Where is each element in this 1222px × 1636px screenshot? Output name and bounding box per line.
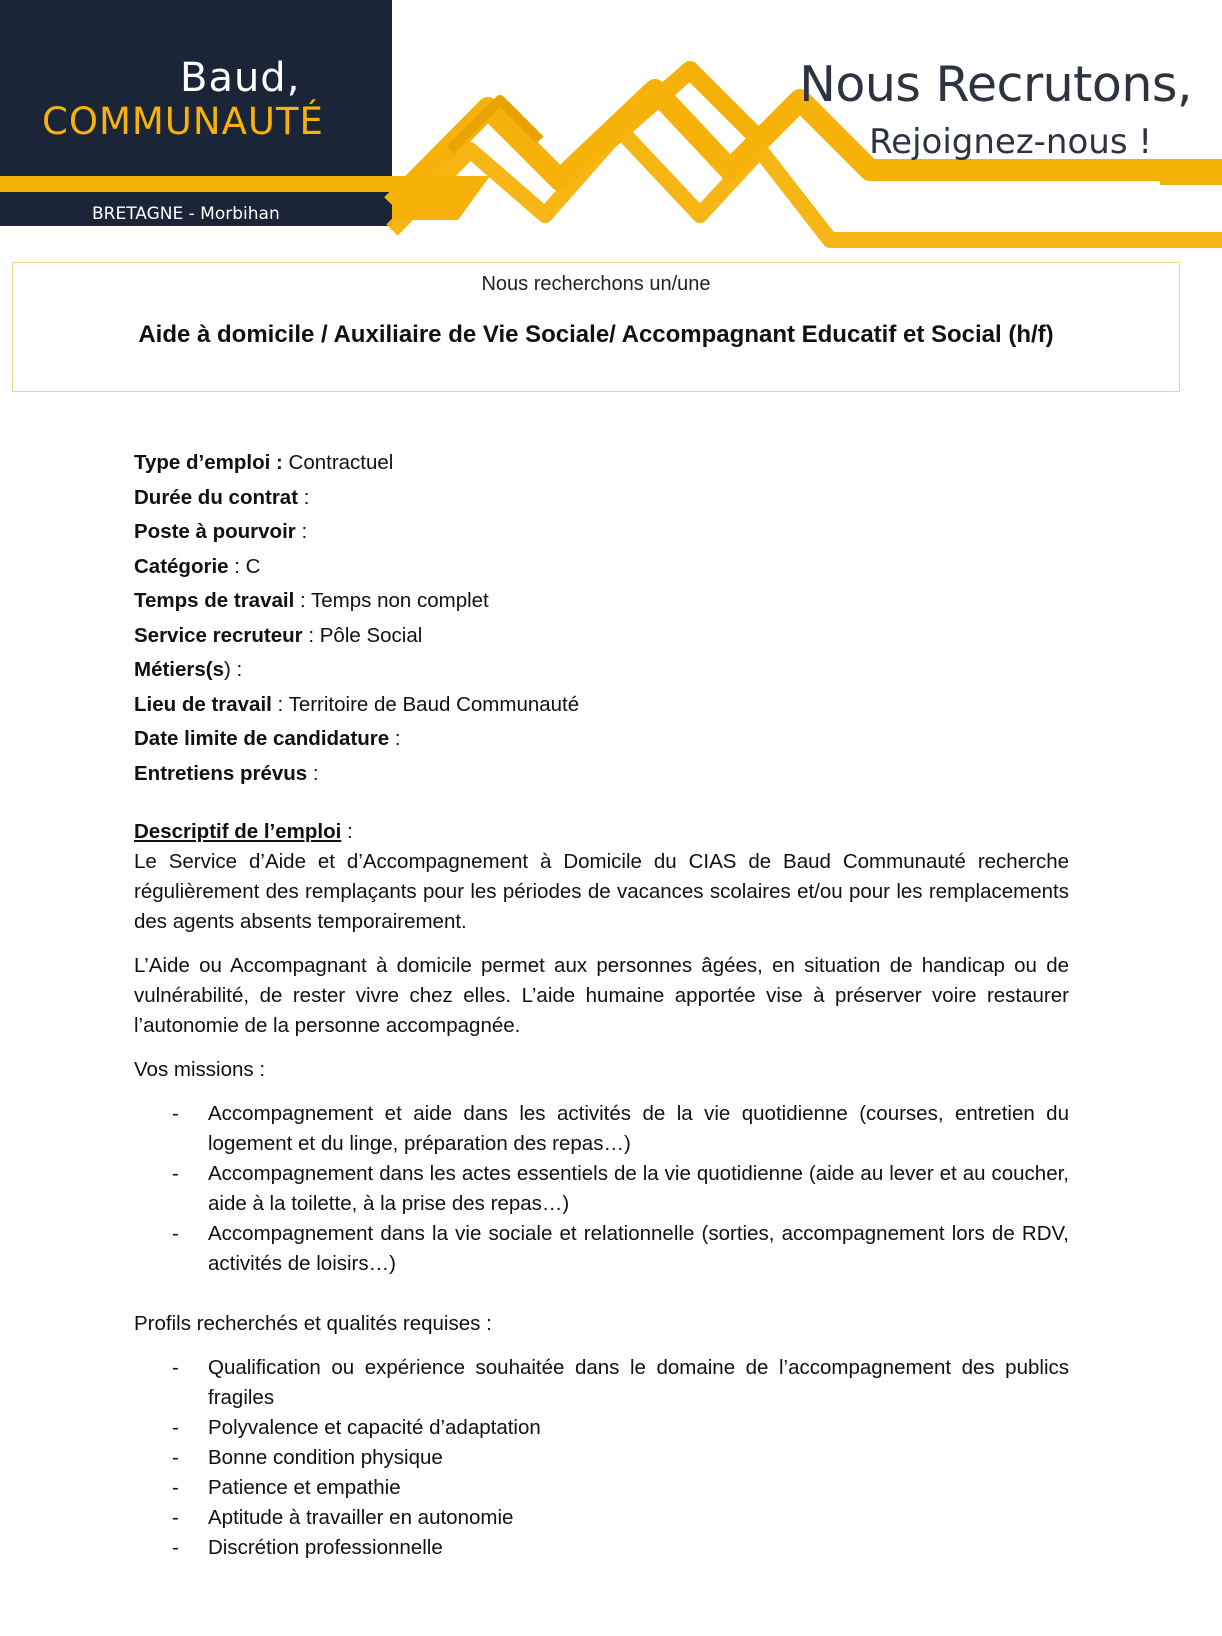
description-paragraph-1: Le Service d’Aide et d’Accompagnement à Domicile du CIAS de Baud Communauté recherche régulièrement des remplaçants pour les périodes de vacances scolaires et/ou pour les remplacements des agents absents temporairement. (134, 850, 1069, 933)
dash-bullet: - (172, 1536, 179, 1559)
field-duree-contrat (134, 481, 1069, 516)
job-content (134, 446, 1069, 1563)
brand-logo-line1: Baud, (180, 55, 301, 101)
field-label: Durée du contrat (134, 485, 299, 509)
field-value: ) : (224, 658, 243, 681)
dash-bullet: - (172, 1222, 179, 1245)
title-intro: Nous recherchons un/une (481, 273, 711, 295)
field-value: : (389, 727, 401, 750)
field-label: Catégorie (134, 554, 229, 578)
list-item-text: Patience et empathie (208, 1476, 401, 1499)
field-categorie (134, 550, 1069, 585)
missions-heading: Vos missions : (134, 1058, 266, 1081)
list-item-text: Accompagnement dans les actes essentiels de la vie quotidienne (aide au lever et au coucher, aide à la toilette, à la prise des repas…) (208, 1162, 1069, 1215)
field-value: : Territoire de Baud Communauté (271, 692, 580, 716)
header-banner (0, 0, 1222, 250)
dash-bullet: - (172, 1476, 179, 1499)
profiles-list (134, 1353, 1069, 1563)
list-item (134, 1473, 1069, 1503)
field-service (134, 619, 1069, 654)
list-item (134, 1353, 1069, 1413)
field-label: Entretiens prévus (134, 761, 308, 785)
list-item (134, 1443, 1069, 1473)
field-metiers (134, 653, 1069, 688)
field-value: : C (228, 554, 261, 578)
field-value: : (298, 485, 310, 509)
list-item-text: Discrétion professionnelle (208, 1536, 443, 1559)
list-item-text: Polyvalence et capacité d’adaptation (208, 1416, 541, 1439)
list-item-text: Bonne condition physique (208, 1446, 443, 1469)
field-label: Service recruteur (134, 623, 303, 647)
recruit-subheadline: Rejoignez-nous ! (869, 122, 1152, 162)
dash-bullet: - (172, 1506, 179, 1529)
field-value: : (295, 520, 308, 543)
description-title: Descriptif de l’emploi (134, 820, 342, 843)
list-item (134, 1413, 1069, 1443)
list-item (134, 1503, 1069, 1533)
field-label: Métiers(s (134, 658, 225, 681)
field-value: : Pôle Social (302, 623, 423, 647)
list-item-text: Aptitude à travailler en autonomie (208, 1506, 514, 1529)
dash-bullet: - (172, 1446, 179, 1469)
field-value: : Temps non complet (294, 589, 489, 612)
field-temps-travail (134, 584, 1069, 619)
list-item (134, 1159, 1069, 1219)
field-label: Lieu de travail (134, 692, 272, 716)
missions-list (134, 1099, 1069, 1279)
brand-logo-line2: COMMUNAUTÉ (42, 100, 324, 143)
field-date-limite (134, 722, 1069, 757)
description-paragraph-2: L’Aide ou Accompagnant à domicile permet aux personnes âgées, en situation de handicap ou de vulnérabilité, de rester vivre chez elles. L’aide humaine apportée vise à préserver voire restaurer l’autonomie de la personne accompagnée. (134, 954, 1069, 1037)
dash-bullet: - (172, 1416, 179, 1439)
dash-bullet: - (172, 1162, 179, 1185)
list-item (134, 1219, 1069, 1279)
field-value: Contractuel (282, 451, 394, 474)
job-title-box (12, 262, 1180, 392)
recruit-headline: Nous Recrutons, (799, 56, 1192, 113)
field-lieu (134, 688, 1069, 723)
list-item (134, 1533, 1069, 1563)
job-title: Aide à domicile / Auxiliaire de Vie Sociale/ Accompagnant Educatif et Social (h/f) (138, 321, 1054, 348)
list-item (134, 1099, 1069, 1159)
list-item-text: Qualification ou expérience souhaitée dans le domaine de l’accompagnement des publics fragiles (208, 1356, 1069, 1409)
field-type-emploi (134, 446, 1069, 481)
description-title-suffix: : (341, 820, 353, 843)
field-poste (134, 515, 1069, 550)
list-item-text: Accompagnement et aide dans les activités de la vie quotidienne (courses, entretien du logement et du linge, préparation des repas…) (208, 1102, 1069, 1155)
description-heading (134, 817, 1069, 847)
profiles-heading: Profils recherchés et qualités requises : (134, 1312, 492, 1335)
field-value: : (307, 761, 319, 785)
dash-bullet: - (172, 1102, 179, 1125)
list-item-text: Accompagnement dans la vie sociale et relationnelle (sorties, accompagnement lors de RDV, activités de loisirs…) (208, 1222, 1069, 1275)
field-label: Temps de travail (134, 589, 295, 612)
field-label: Type d’emploi : (134, 451, 283, 474)
field-label: Poste à pourvoir (134, 520, 296, 543)
field-label: Date limite de candidature (134, 727, 390, 750)
brand-region: BRETAGNE - Morbihan (92, 204, 280, 224)
field-entretiens (134, 757, 1069, 792)
dash-bullet: - (172, 1356, 179, 1379)
